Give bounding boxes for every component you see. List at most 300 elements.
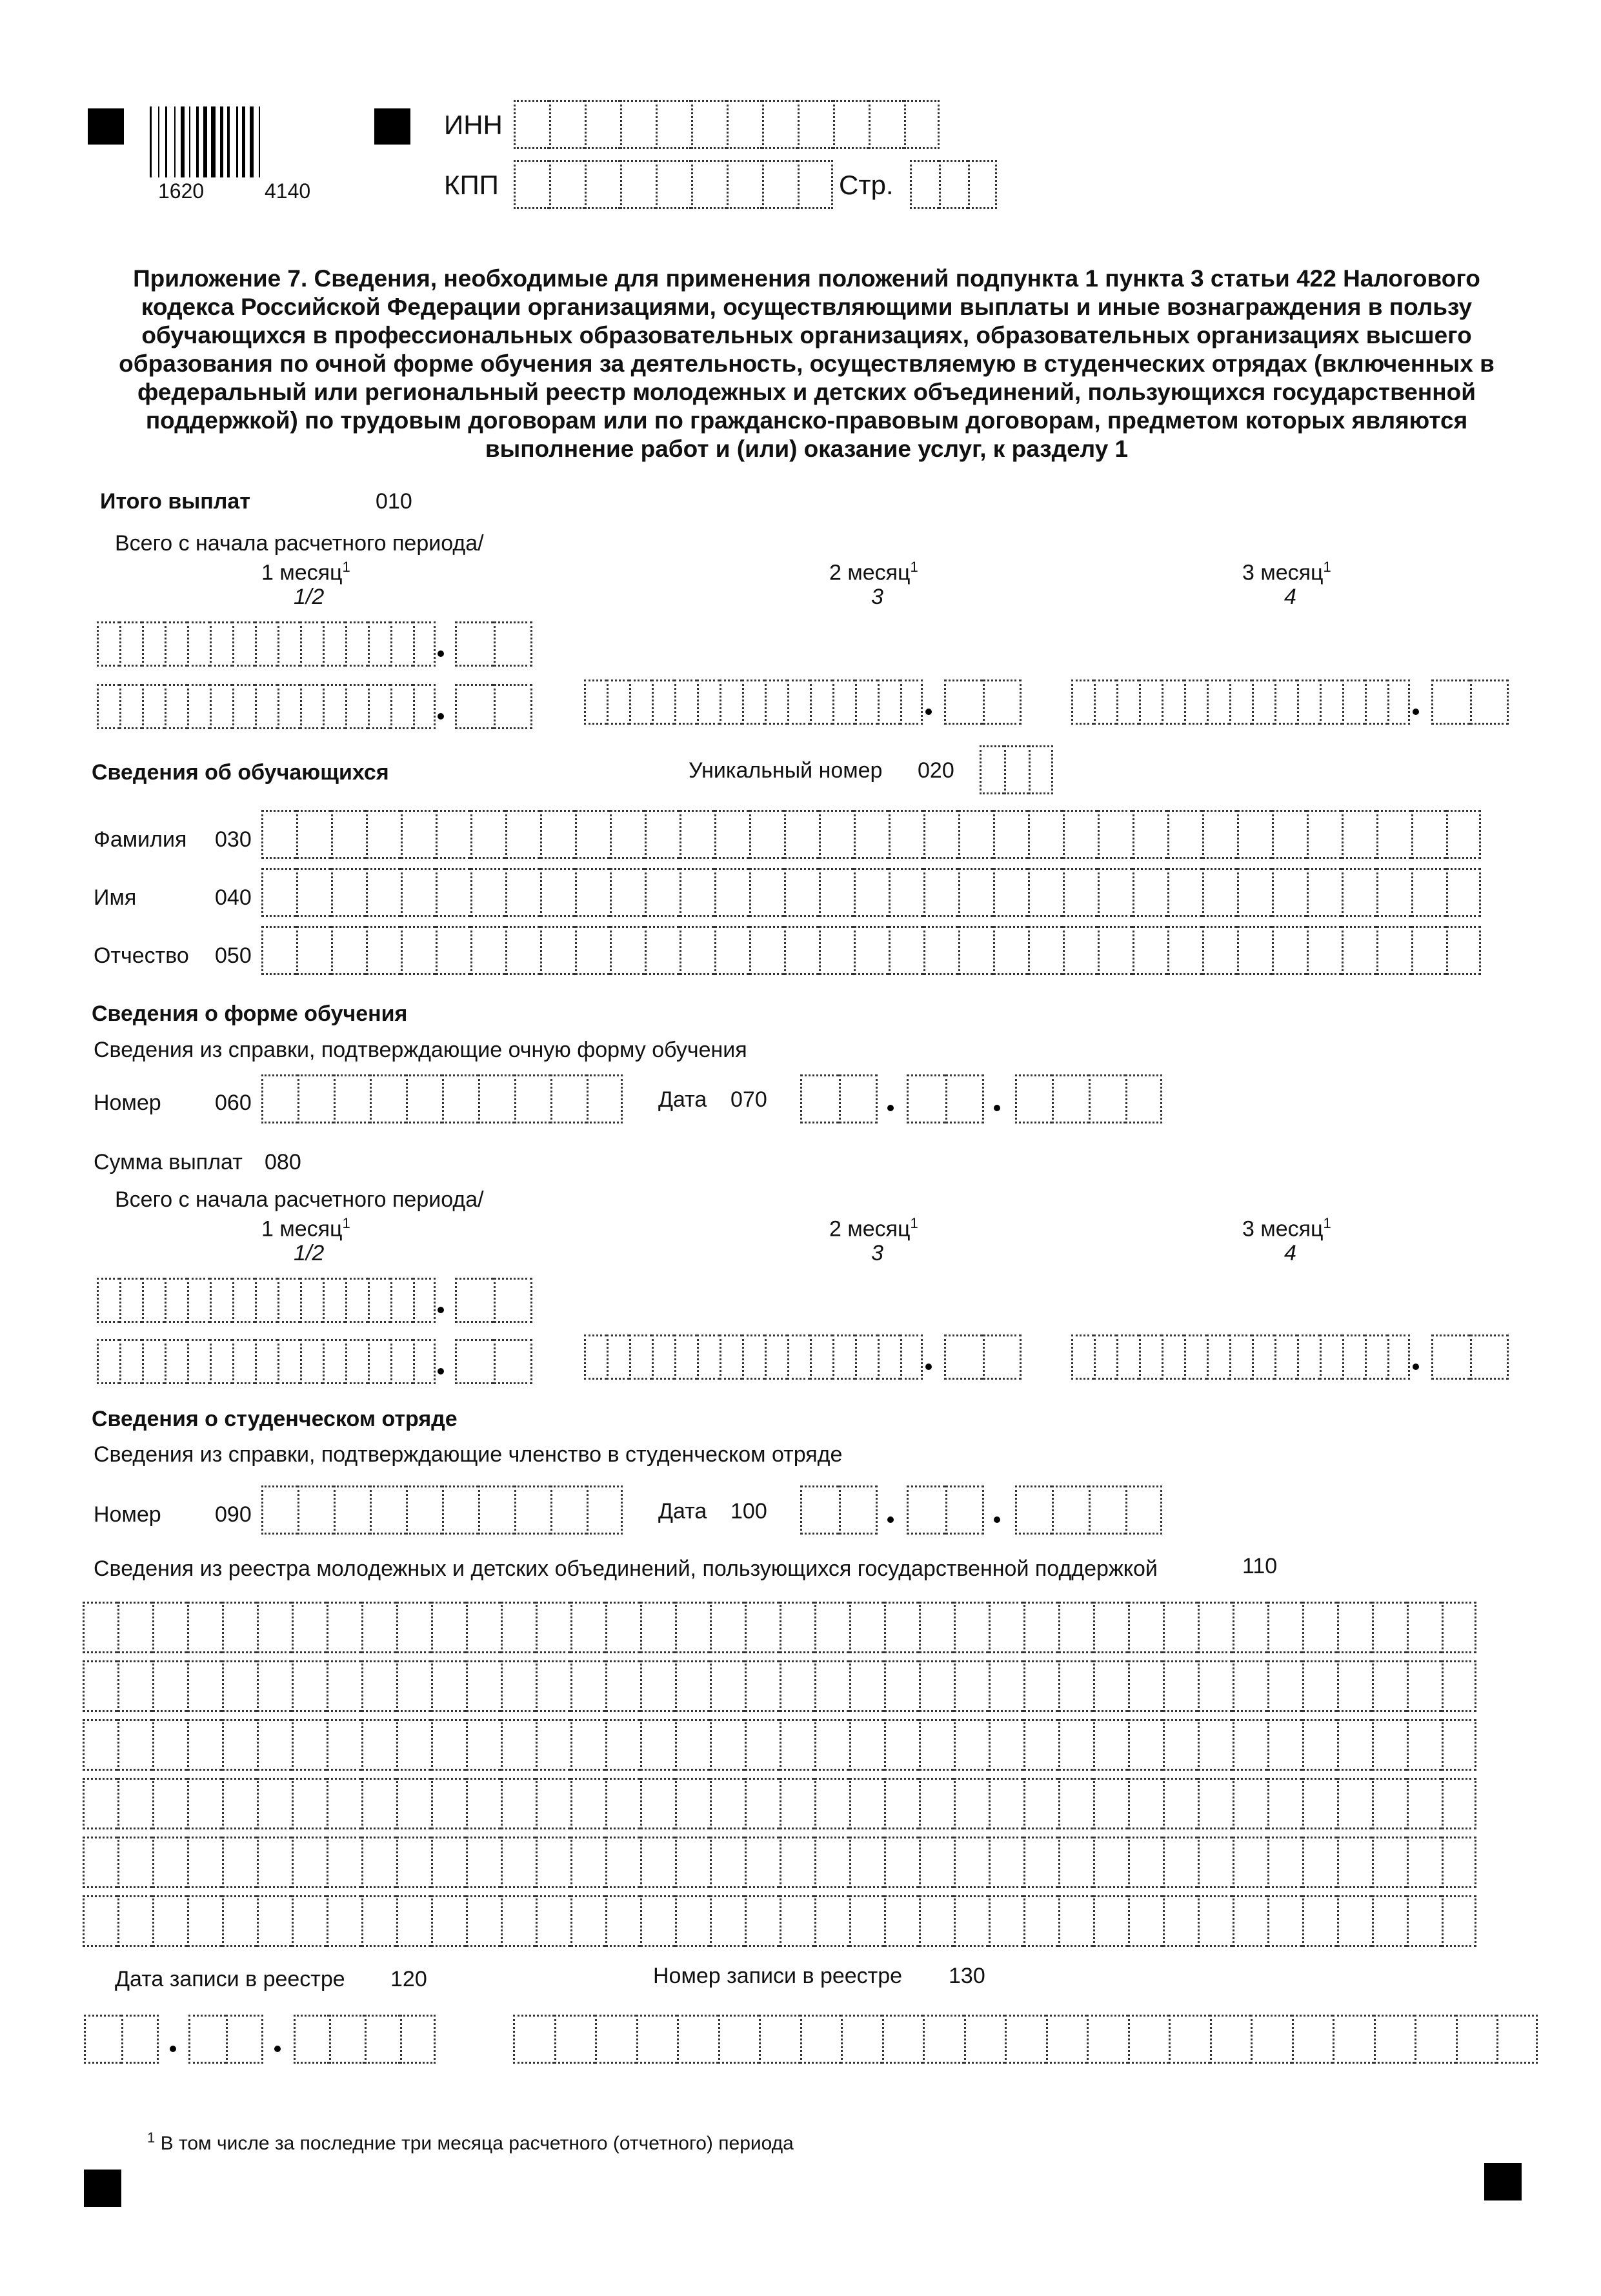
char-cell[interactable]: [1267, 1837, 1302, 1888]
char-cell[interactable]: [549, 100, 585, 149]
char-cell[interactable]: [1365, 1334, 1387, 1380]
char-cell[interactable]: [1093, 1837, 1128, 1888]
char-cell[interactable]: [292, 1602, 327, 1653]
char-cell[interactable]: [300, 621, 323, 667]
char-cell[interactable]: [610, 868, 645, 917]
page-number-field[interactable]: [910, 160, 997, 209]
char-cell[interactable]: [413, 621, 436, 667]
char-cell[interactable]: [390, 1278, 413, 1323]
char-cell[interactable]: [784, 810, 819, 859]
char-cell[interactable]: [1411, 926, 1446, 975]
surname-field[interactable]: [261, 810, 1481, 859]
char-cell[interactable]: [1202, 868, 1237, 917]
char-cell[interactable]: [784, 868, 819, 917]
char-cell[interactable]: [117, 1719, 152, 1771]
char-cell[interactable]: [1046, 2015, 1087, 2064]
char-cell[interactable]: [939, 160, 968, 209]
char-cell[interactable]: [1198, 1602, 1233, 1653]
char-cell[interactable]: [745, 1895, 780, 1947]
char-cell[interactable]: [1202, 926, 1237, 975]
char-cell[interactable]: [261, 926, 296, 975]
char-cell[interactable]: [780, 1719, 814, 1771]
char-cell[interactable]: [494, 684, 532, 729]
char-cell[interactable]: [907, 1074, 945, 1123]
char-cell[interactable]: [849, 1778, 884, 1829]
char-cell[interactable]: [919, 1719, 954, 1771]
char-cell[interactable]: [923, 926, 958, 975]
char-cell[interactable]: [989, 1837, 1023, 1888]
char-cell[interactable]: [742, 680, 765, 725]
char-cell[interactable]: [345, 684, 368, 729]
char-cell[interactable]: [727, 100, 762, 149]
char-cell[interactable]: [675, 1602, 710, 1653]
char-cell[interactable]: [1198, 1837, 1233, 1888]
char-cell[interactable]: [513, 2015, 554, 2064]
char-cell[interactable]: [345, 1339, 368, 1384]
char-cell[interactable]: [292, 1778, 327, 1829]
char-cell[interactable]: [832, 680, 855, 725]
char-cell[interactable]: [745, 1602, 780, 1653]
char-cell[interactable]: [514, 1074, 550, 1123]
char-cell[interactable]: [292, 1660, 327, 1712]
char-cell[interactable]: [466, 1837, 501, 1888]
char-cell[interactable]: [1184, 680, 1207, 725]
inn-field[interactable]: [514, 100, 940, 149]
char-cell[interactable]: [907, 1485, 945, 1535]
char-cell[interactable]: [832, 1334, 855, 1380]
char-cell[interactable]: [765, 1334, 787, 1380]
payments-m2-rub[interactable]: [584, 1334, 923, 1380]
char-cell[interactable]: [210, 1278, 232, 1323]
char-cell[interactable]: [570, 1778, 605, 1829]
char-cell[interactable]: [255, 1339, 277, 1384]
char-cell[interactable]: [954, 1602, 989, 1653]
char-cell[interactable]: [222, 1719, 257, 1771]
char-cell[interactable]: [83, 1660, 117, 1712]
char-cell[interactable]: [1365, 680, 1387, 725]
char-cell[interactable]: [1167, 926, 1202, 975]
char-cell[interactable]: [1297, 680, 1320, 725]
char-cell[interactable]: [814, 1895, 849, 1947]
char-cell[interactable]: [710, 1602, 745, 1653]
char-cell[interactable]: [187, 1339, 210, 1384]
char-cell[interactable]: [1063, 868, 1098, 917]
char-cell[interactable]: [878, 1334, 900, 1380]
char-cell[interactable]: [300, 684, 323, 729]
char-cell[interactable]: [361, 1719, 396, 1771]
char-cell[interactable]: [587, 1485, 623, 1535]
char-cell[interactable]: [1372, 1837, 1407, 1888]
char-cell[interactable]: [710, 1719, 745, 1771]
char-cell[interactable]: [798, 160, 833, 209]
registry-date-year[interactable]: [294, 2015, 436, 2064]
char-cell[interactable]: [536, 1602, 570, 1653]
char-cell[interactable]: [1387, 680, 1410, 725]
char-cell[interactable]: [297, 1485, 334, 1535]
char-cell[interactable]: [550, 1485, 587, 1535]
char-cell[interactable]: [1337, 1719, 1372, 1771]
char-cell[interactable]: [1093, 1719, 1128, 1771]
char-cell[interactable]: [675, 1837, 710, 1888]
char-cell[interactable]: [780, 1602, 814, 1653]
char-cell[interactable]: [1198, 1778, 1233, 1829]
char-cell[interactable]: [1302, 1837, 1337, 1888]
char-cell[interactable]: [980, 745, 1004, 794]
char-cell[interactable]: [1302, 1778, 1337, 1829]
char-cell[interactable]: [904, 100, 940, 149]
char-cell[interactable]: [540, 810, 575, 859]
char-cell[interactable]: [714, 926, 749, 975]
char-cell[interactable]: [1267, 1602, 1302, 1653]
char-cell[interactable]: [1342, 810, 1376, 859]
char-cell[interactable]: [944, 1334, 983, 1380]
char-cell[interactable]: [780, 1778, 814, 1829]
char-cell[interactable]: [187, 1895, 222, 1947]
char-cell[interactable]: [855, 1334, 878, 1380]
char-cell[interactable]: [745, 1719, 780, 1771]
registry-field-row-2[interactable]: [83, 1660, 1476, 1712]
char-cell[interactable]: [222, 1895, 257, 1947]
char-cell[interactable]: [1167, 810, 1202, 859]
char-cell[interactable]: [605, 1719, 640, 1771]
char-cell[interactable]: [584, 680, 607, 725]
char-cell[interactable]: [478, 1485, 514, 1535]
char-cell[interactable]: [292, 1895, 327, 1947]
char-cell[interactable]: [656, 160, 691, 209]
char-cell[interactable]: [1387, 1334, 1410, 1380]
char-cell[interactable]: [1198, 1719, 1233, 1771]
char-cell[interactable]: [1272, 810, 1307, 859]
char-cell[interactable]: [849, 1719, 884, 1771]
char-cell[interactable]: [1116, 680, 1139, 725]
char-cell[interactable]: [814, 1778, 849, 1829]
char-cell[interactable]: [1274, 1334, 1297, 1380]
char-cell[interactable]: [1333, 2015, 1374, 2064]
char-cell[interactable]: [1233, 1660, 1267, 1712]
char-cell[interactable]: [1320, 1334, 1342, 1380]
char-cell[interactable]: [401, 810, 436, 859]
char-cell[interactable]: [165, 684, 187, 729]
char-cell[interactable]: [584, 1334, 607, 1380]
char-cell[interactable]: [1198, 1895, 1233, 1947]
char-cell[interactable]: [1004, 745, 1029, 794]
char-cell[interactable]: [1272, 868, 1307, 917]
char-cell[interactable]: [83, 1602, 117, 1653]
char-cell[interactable]: [1128, 1895, 1163, 1947]
char-cell[interactable]: [1023, 1895, 1058, 1947]
char-cell[interactable]: [1372, 1719, 1407, 1771]
char-cell[interactable]: [97, 621, 119, 667]
char-cell[interactable]: [575, 926, 610, 975]
char-cell[interactable]: [1005, 2015, 1046, 2064]
char-cell[interactable]: [1267, 1719, 1302, 1771]
char-cell[interactable]: [680, 810, 714, 859]
char-cell[interactable]: [854, 868, 889, 917]
char-cell[interactable]: [1133, 810, 1167, 859]
char-cell[interactable]: [675, 1660, 710, 1712]
char-cell[interactable]: [710, 1660, 745, 1712]
char-cell[interactable]: [97, 1339, 119, 1384]
char-cell[interactable]: [652, 1334, 674, 1380]
char-cell[interactable]: [1342, 926, 1376, 975]
char-cell[interactable]: [142, 621, 165, 667]
char-cell[interactable]: [165, 1339, 187, 1384]
char-cell[interactable]: [1094, 1334, 1116, 1380]
total-ytd-kop[interactable]: [455, 621, 532, 667]
char-cell[interactable]: [142, 1278, 165, 1323]
char-cell[interactable]: [1023, 1778, 1058, 1829]
char-cell[interactable]: [814, 1719, 849, 1771]
char-cell[interactable]: [607, 1334, 629, 1380]
char-cell[interactable]: [945, 1074, 984, 1123]
char-cell[interactable]: [455, 621, 494, 667]
char-cell[interactable]: [833, 100, 869, 149]
char-cell[interactable]: [1028, 926, 1063, 975]
char-cell[interactable]: [814, 1837, 849, 1888]
char-cell[interactable]: [1015, 1074, 1052, 1123]
char-cell[interactable]: [413, 1278, 436, 1323]
char-cell[interactable]: [257, 1660, 292, 1712]
char-cell[interactable]: [431, 1660, 466, 1712]
char-cell[interactable]: [720, 1334, 742, 1380]
char-cell[interactable]: [455, 1339, 494, 1384]
char-cell[interactable]: [83, 1837, 117, 1888]
char-cell[interactable]: [442, 1074, 478, 1123]
char-cell[interactable]: [327, 1602, 361, 1653]
char-cell[interactable]: [331, 810, 366, 859]
char-cell[interactable]: [1237, 868, 1272, 917]
char-cell[interactable]: [1415, 2015, 1456, 2064]
char-cell[interactable]: [455, 684, 494, 729]
char-cell[interactable]: [1058, 1660, 1093, 1712]
char-cell[interactable]: [368, 1278, 390, 1323]
char-cell[interactable]: [595, 2015, 636, 2064]
char-cell[interactable]: [232, 1339, 255, 1384]
char-cell[interactable]: [296, 926, 331, 975]
char-cell[interactable]: [919, 1895, 954, 1947]
char-cell[interactable]: [406, 1485, 442, 1535]
char-cell[interactable]: [327, 1660, 361, 1712]
char-cell[interactable]: [814, 1660, 849, 1712]
char-cell[interactable]: [1202, 810, 1237, 859]
char-cell[interactable]: [1342, 1334, 1365, 1380]
char-cell[interactable]: [1374, 2015, 1415, 2064]
char-cell[interactable]: [1139, 680, 1162, 725]
char-cell[interactable]: [945, 1485, 984, 1535]
char-cell[interactable]: [117, 1778, 152, 1829]
char-cell[interactable]: [718, 2015, 760, 2064]
char-cell[interactable]: [849, 1602, 884, 1653]
payments-m1-kop[interactable]: [455, 1339, 532, 1384]
char-cell[interactable]: [884, 1837, 919, 1888]
char-cell[interactable]: [396, 1719, 431, 1771]
char-cell[interactable]: [327, 1895, 361, 1947]
char-cell[interactable]: [119, 1339, 142, 1384]
char-cell[interactable]: [1442, 1778, 1476, 1829]
char-cell[interactable]: [968, 160, 997, 209]
char-cell[interactable]: [334, 1074, 370, 1123]
char-cell[interactable]: [727, 160, 762, 209]
char-cell[interactable]: [1407, 1719, 1442, 1771]
char-cell[interactable]: [117, 1660, 152, 1712]
char-cell[interactable]: [680, 868, 714, 917]
char-cell[interactable]: [390, 684, 413, 729]
char-cell[interactable]: [819, 868, 854, 917]
char-cell[interactable]: [882, 2015, 923, 2064]
char-cell[interactable]: [640, 1778, 675, 1829]
char-cell[interactable]: [331, 926, 366, 975]
char-cell[interactable]: [501, 1602, 536, 1653]
char-cell[interactable]: [1307, 926, 1342, 975]
char-cell[interactable]: [954, 1719, 989, 1771]
char-cell[interactable]: [431, 1837, 466, 1888]
char-cell[interactable]: [784, 926, 819, 975]
char-cell[interactable]: [787, 680, 810, 725]
char-cell[interactable]: [1058, 1602, 1093, 1653]
payments-m3-rub[interactable]: [1071, 1334, 1410, 1380]
char-cell[interactable]: [366, 868, 401, 917]
char-cell[interactable]: [1292, 2015, 1333, 2064]
char-cell[interactable]: [323, 1278, 345, 1323]
char-cell[interactable]: [720, 680, 742, 725]
char-cell[interactable]: [919, 1660, 954, 1712]
char-cell[interactable]: [505, 868, 540, 917]
char-cell[interactable]: [640, 1719, 675, 1771]
char-cell[interactable]: [361, 1895, 396, 1947]
char-cell[interactable]: [1058, 1778, 1093, 1829]
name-field[interactable]: [261, 868, 1481, 917]
char-cell[interactable]: [554, 2015, 596, 2064]
char-cell[interactable]: [401, 926, 436, 975]
char-cell[interactable]: [470, 810, 505, 859]
char-cell[interactable]: [327, 1837, 361, 1888]
char-cell[interactable]: [222, 1660, 257, 1712]
registry-field-row-4[interactable]: [83, 1778, 1476, 1829]
char-cell[interactable]: [884, 1602, 919, 1653]
char-cell[interactable]: [1237, 810, 1272, 859]
char-cell[interactable]: [396, 1660, 431, 1712]
char-cell[interactable]: [1233, 1895, 1267, 1947]
char-cell[interactable]: [1274, 680, 1297, 725]
char-cell[interactable]: [854, 810, 889, 859]
char-cell[interactable]: [436, 810, 470, 859]
char-cell[interactable]: [187, 1660, 222, 1712]
char-cell[interactable]: [1163, 1895, 1198, 1947]
char-cell[interactable]: [152, 1660, 187, 1712]
char-cell[interactable]: [331, 868, 366, 917]
char-cell[interactable]: [187, 1602, 222, 1653]
char-cell[interactable]: [187, 621, 210, 667]
char-cell[interactable]: [431, 1602, 466, 1653]
char-cell[interactable]: [297, 1074, 334, 1123]
char-cell[interactable]: [645, 926, 680, 975]
char-cell[interactable]: [187, 1837, 222, 1888]
char-cell[interactable]: [839, 1485, 878, 1535]
char-cell[interactable]: [514, 1485, 550, 1535]
char-cell[interactable]: [759, 2015, 800, 2064]
char-cell[interactable]: [605, 1895, 640, 1947]
char-cell[interactable]: [697, 1334, 720, 1380]
char-cell[interactable]: [455, 1278, 494, 1323]
char-cell[interactable]: [993, 926, 1028, 975]
char-cell[interactable]: [1407, 1837, 1442, 1888]
char-cell[interactable]: [470, 868, 505, 917]
char-cell[interactable]: [1446, 868, 1481, 917]
char-cell[interactable]: [396, 1895, 431, 1947]
char-cell[interactable]: [296, 868, 331, 917]
char-cell[interactable]: [396, 1602, 431, 1653]
char-cell[interactable]: [368, 621, 390, 667]
char-cell[interactable]: [610, 810, 645, 859]
char-cell[interactable]: [323, 684, 345, 729]
registry-date-month[interactable]: [188, 2015, 263, 2064]
char-cell[interactable]: [210, 684, 232, 729]
char-cell[interactable]: [1252, 1334, 1274, 1380]
char-cell[interactable]: [1470, 680, 1509, 725]
char-cell[interactable]: [691, 160, 727, 209]
char-cell[interactable]: [1407, 1602, 1442, 1653]
char-cell[interactable]: [1302, 1602, 1337, 1653]
char-cell[interactable]: [345, 621, 368, 667]
char-cell[interactable]: [83, 1719, 117, 1771]
char-cell[interactable]: [501, 1778, 536, 1829]
char-cell[interactable]: [919, 1837, 954, 1888]
payments-m1-rub[interactable]: [97, 1339, 436, 1384]
char-cell[interactable]: [1229, 680, 1252, 725]
char-cell[interactable]: [323, 1339, 345, 1384]
char-cell[interactable]: [1023, 1837, 1058, 1888]
registry-date-day[interactable]: [84, 2015, 159, 2064]
char-cell[interactable]: [1456, 2015, 1497, 2064]
char-cell[interactable]: [117, 1837, 152, 1888]
char-cell[interactable]: [645, 868, 680, 917]
char-cell[interactable]: [575, 810, 610, 859]
char-cell[interactable]: [261, 810, 296, 859]
char-cell[interactable]: [810, 680, 832, 725]
char-cell[interactable]: [142, 1339, 165, 1384]
char-cell[interactable]: [1029, 745, 1053, 794]
char-cell[interactable]: [605, 1837, 640, 1888]
registry-number-field[interactable]: [513, 2015, 1538, 2064]
char-cell[interactable]: [749, 810, 784, 859]
char-cell[interactable]: [1093, 1778, 1128, 1829]
char-cell[interactable]: [1237, 926, 1272, 975]
char-cell[interactable]: [1372, 1660, 1407, 1712]
char-cell[interactable]: [366, 810, 401, 859]
char-cell[interactable]: [839, 1074, 878, 1123]
char-cell[interactable]: [1163, 1660, 1198, 1712]
char-cell[interactable]: [232, 621, 255, 667]
char-cell[interactable]: [1093, 1660, 1128, 1712]
char-cell[interactable]: [1162, 680, 1184, 725]
char-cell[interactable]: [255, 621, 277, 667]
char-cell[interactable]: [765, 680, 787, 725]
char-cell[interactable]: [1302, 1660, 1337, 1712]
char-cell[interactable]: [494, 621, 532, 667]
char-cell[interactable]: [629, 1334, 652, 1380]
char-cell[interactable]: [361, 1660, 396, 1712]
char-cell[interactable]: [232, 1278, 255, 1323]
char-cell[interactable]: [620, 160, 656, 209]
char-cell[interactable]: [210, 1339, 232, 1384]
char-cell[interactable]: [691, 100, 727, 149]
char-cell[interactable]: [645, 810, 680, 859]
char-cell[interactable]: [370, 1074, 406, 1123]
char-cell[interactable]: [1128, 1837, 1163, 1888]
char-cell[interactable]: [84, 2015, 121, 2064]
char-cell[interactable]: [570, 1719, 605, 1771]
char-cell[interactable]: [1337, 1895, 1372, 1947]
